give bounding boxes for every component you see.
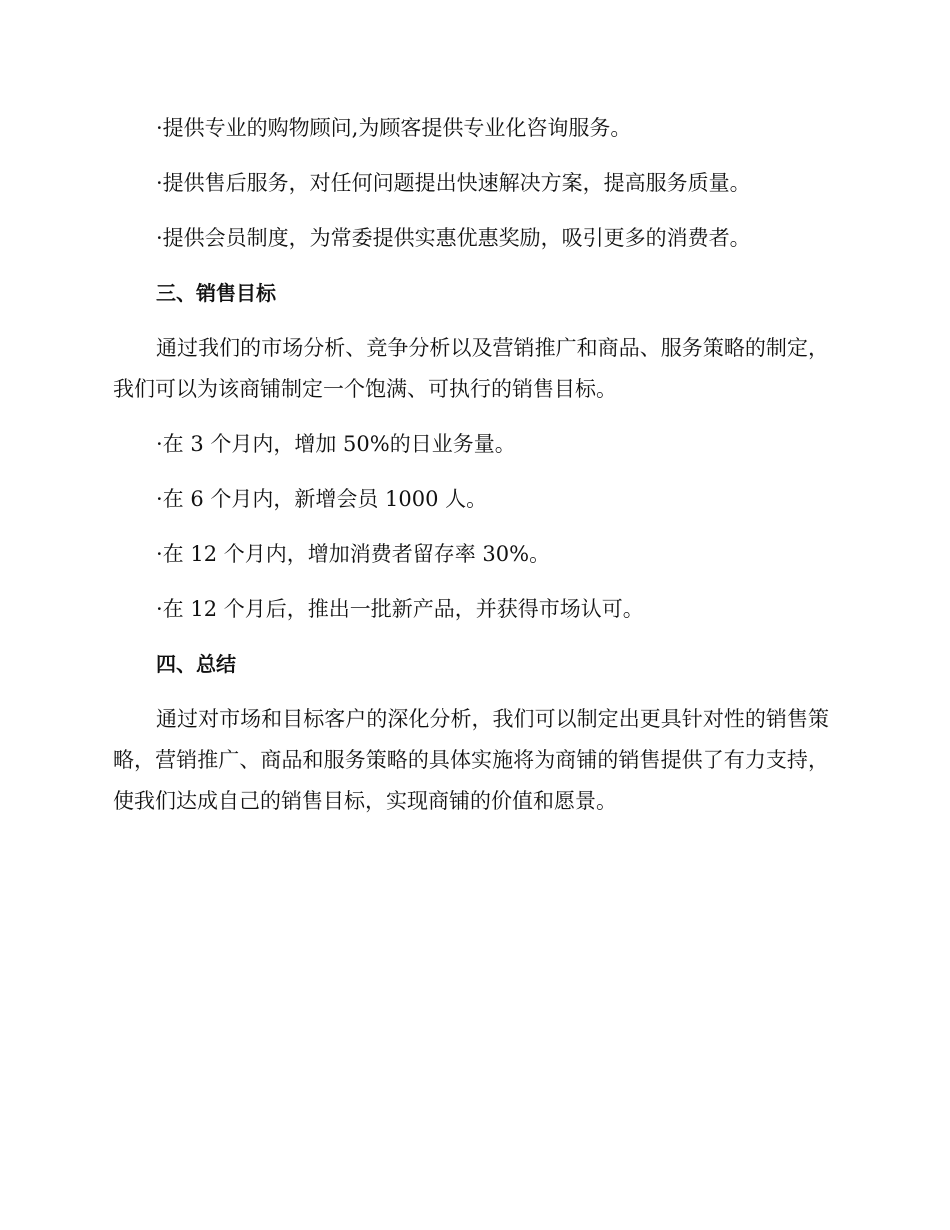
bullet-item-after-sales: ·提供售后服务，对任何问题提出快速解决方案，提高服务质量。 [156, 171, 751, 195]
paragraph-sales-goals: 通过我们的市场分析、竞争分析以及营销推广和商品、服务策略的制定，我们可以为该商铺制定一个饱满、可执行的销售目标。 [113, 336, 829, 401]
bullet-item-goal-after-12-months: ·在 12 个月后，推出一批新产品，并获得市场认可。 [156, 597, 644, 621]
section-heading-sales-goals: 三、销售目标 [156, 281, 276, 305]
bullet-item-goal-3-months: ·在 3 个月内，增加 50%的日业务量。 [156, 432, 516, 456]
document-body [113, 108, 833, 836]
bullet-item-shopping-advisor: ·提供专业的购物顾问,为顾客提供专业化咨询服务。 [156, 116, 632, 140]
bullet-item-goal-12-months: ·在 12 个月内，增加消费者留存率 30%。 [156, 542, 551, 566]
paragraph-summary: 通过对市场和目标客户的深化分析，我们可以制定出更具针对性的销售策略，营销推广、商品和服务策略的具体实施将为商铺的销售提供了有力支持，使我们达成自己的销售目标，实现商铺的价值和愿景。 [113, 707, 829, 813]
bullet-item-membership: ·提供会员制度，为常委提供实惠优惠奖励，吸引更多的消费者。 [156, 226, 751, 250]
bullet-item-goal-6-months: ·在 6 个月内，新增会员 1000 人。 [156, 487, 488, 511]
section-heading-summary: 四、总结 [156, 652, 236, 676]
